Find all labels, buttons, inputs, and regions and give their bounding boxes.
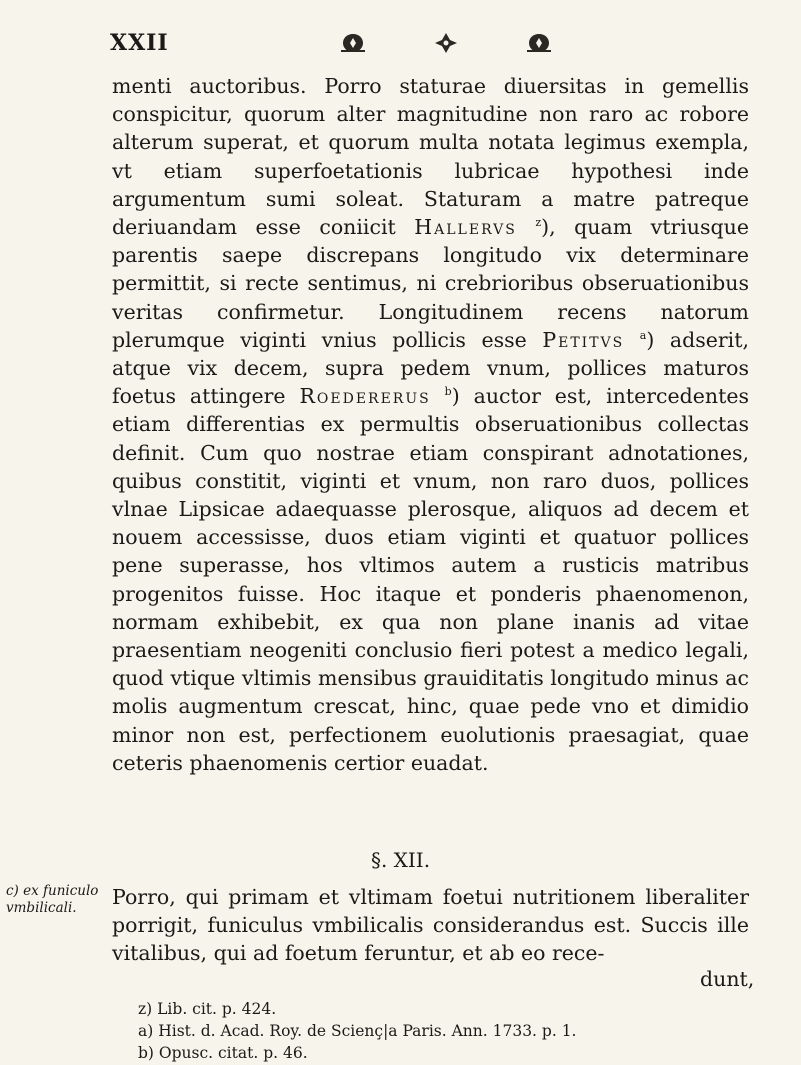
- footnote-ref: b: [444, 385, 452, 399]
- catchword: dunt,: [700, 967, 755, 991]
- footnote-ref: z: [535, 216, 542, 230]
- footnote: a) Hist. d. Acad. Roy. de Scienç|a Paris. Ann. 1733. p. 1.: [138, 1022, 577, 1040]
- author-name: Hallervs: [414, 215, 517, 240]
- margin-note: c) ex funiculo vmbilicali.: [6, 883, 99, 916]
- footnotes: [138, 998, 758, 1064]
- footnote-ref: a: [639, 329, 647, 342]
- text-run: auctor est, intercedentes etiam differentias ex permultis obseruationibus collectas definit. Cum quo nostrae etiam conspirant adnotationes, quibus constitit, viginti et vnum, non raro duos, pollices vlnae Lipsicae adaequasse plerosque, aliquos ad decem et nouem accessisse, duos etiam viginti et quatuor pollices pene superasse, hos vltimos autem a rusticis matribus progenitos fuisse. Hoc itaque et ponderis phaenomenon, normam exhibebit, ex qua non plane inanis ad vitae praesentiam neogeniti conclusio fieri potest a medico legali, quod vtique vltimis mensibus grauiditatis longitudo minus ac molis augmentum crescat, hinc, quae pede vno et dimidio minor non est, perfectionem euolutionis praesagiat, quae ceteris phaenomenis certior euadat.: [112, 384, 749, 775]
- section-heading: §. XII.: [370, 848, 431, 872]
- text-run: adserit, atque vix decem, supra pedem vnum, pollices maturos foetus attingere: [112, 327, 749, 409]
- footnote: z) Lib. cit. p. 424.: [138, 1000, 277, 1018]
- ornament-icon: [526, 32, 552, 54]
- footnote: b) Opusc. citat. p. 46.: [138, 1044, 308, 1062]
- author-name: Petitvs: [542, 327, 625, 352]
- page-header: [0, 26, 801, 66]
- ornament-icon: [433, 32, 459, 54]
- author-name: Roedererus: [299, 384, 431, 409]
- body-text-2: [112, 883, 749, 968]
- paragraph: menti auctoribus. Porro staturae diuersitas in gemellis conspicitur, quorum alter magnitudine non raro ac robore alterum superat, et quorum multa notata legimus exempla, vt etiam superfoetationis lubricae hypothesi inde argumentum sumi soleat. Staturam a matre patreque deriuandam esse coniicit Hallervs $^z$), quam vtriusque parentis saepe discrepans longitudo vix determinare permittit, si recte sentimus, ni crebrioribus obseruationibus veritas confirmetur. Longitudinem recens natorum plerumque viginti vnius pollicis esse Petitvs $^a$) adserit, atque vix decem, supra pedem vnum, pollices maturos foetus attingere Roedererus $^b$) auctor est, intercedentes etiam differentias ex permultis obseruationibus collectas definit. Cum quo nostrae etiam conspirant adnotationes, quibus constitit, viginti et vnum, non raro duos, pollices vlnae Lipsicae adaequasse plerosque, aliquos ad decem et nouem accessisse, duos etiam viginti et quatuor pollices pene superasse, hos vltimos autem a rusticis matribus progenitos fuisse. Hoc itaque et ponderis phaenomenon, normam exhibebit, ex qua non plane inanis ad vitae praesentiam neogeniti conclusio fieri potest a medico legali, quod vtique vltimis mensibus grauiditatis longitudo minus ac molis augmentum crescat, hinc, quae pede vno et dimidio minor non est, perfectionem euolutionis praesagiat, quae ceteris phaenomenis certior euadat.: [112, 74, 749, 775]
- body-text: [112, 72, 749, 777]
- text-run: menti auctoribus. Porro staturae diuersitas in gemellis conspicitur, quorum alter magnitudine non raro ac robore alterum superat, et quorum multa notata legimus exempla, vt etiam superfoetationis lubricae hypothesi inde argumentum sumi soleat. Staturam a matre patreque deriuandam esse coniicit: [112, 74, 749, 240]
- paragraph: Porro, qui primam et vltimam foetui nutritionem liberaliter porrigit, funiculus vmbilicalis considerandus est. Succis ille vitalibus, qui ad foetum feruntur, et ab eo rece-: [112, 885, 749, 966]
- text-run: , quam vtriusque parentis saepe discrepans longitudo vix determinare permittit, si recte sentimus, ni crebrioribus obseruationibus veritas confirmetur. Longitudinem recens natorum plerumque viginti vnius pollicis esse: [112, 215, 749, 352]
- ornament-icon: [340, 32, 366, 54]
- page-number: XXII: [110, 30, 169, 56]
